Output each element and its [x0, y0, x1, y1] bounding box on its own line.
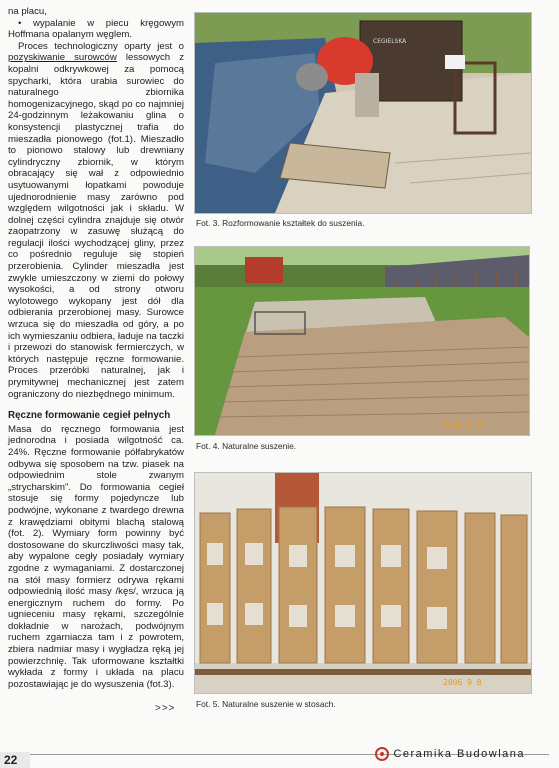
brand-name: Ceramika Budowlana — [393, 748, 525, 760]
link-raw-materials[interactable]: pozyskiwanie surowców — [8, 52, 117, 64]
paragraph-continuation: na placu, — [8, 6, 47, 17]
paragraph-process-body: lessowych z kopalni odkrywkowej za pomocą spycharki, która urabia surowiec do naturalnego zbiornika homogenizacyjnego, skąd po co najmniej 24-godzinnym leżakowaniu glina o konsystencji plastycznej trafia do mieszadła pionowego (fot.1). Mieszadło to pionowo stalowy lub drewniany cylindryczny zbiornik, w którym obracający się wał z odpowiednio usytuowanymi łopatkami powoduje ujednorodnienie masy zarówno pod względem wilgotności jak i składu. W dolnej części cylindra znajduje się otwór zaopatrzony w zasuwę służącą do regulacji ilości wychodzącej gliny, przez co pośrednio reguluje się stopień przerobienia. Cylinder mieszadła jest zwykle umieszczony w ziemi do połowy wysokości, a od strony otworu wylotowego wykopany jest dół dla odbierania przerobionej masy. Surowce wrzuca się do mieszadła od góry, a po ich wymieszaniu odbiera, ładuje na taczki i przewozi do stanowisk fermierczych, w których następuje ręczne formowanie. Proces przeróbki naturalnej, jak i prymitywnej mechanicznej jest zatem ograniczony do niezbędnego minimum. — [8, 52, 185, 400]
caption-fot3: Fot. 3. Rozformowanie kształtek do suszenia. — [196, 218, 365, 228]
photo-drying-stacks — [194, 472, 532, 694]
caption-fot5: Fot. 5. Naturalne suszenie w stosach. — [196, 699, 336, 709]
photo-forming — [194, 12, 532, 214]
brand-logo-icon — [375, 747, 389, 761]
caption-fot4: Fot. 4. Naturalne suszenie. — [196, 441, 297, 451]
section-heading: Ręczne formowanie cegieł pełnych — [8, 410, 171, 422]
page-number: 22 — [0, 752, 30, 768]
bullet-text: wypalanie w piecu kręgowym Hoffmana opalanym węglem. — [8, 17, 184, 41]
continue-marker: >>> — [155, 703, 176, 714]
paragraph-process — [8, 41, 184, 400]
date-stamp-fot4: 2006 9 8 — [443, 420, 482, 429]
article-column — [8, 6, 184, 690]
date-stamp-fot5: 2006 9 8 — [443, 678, 482, 687]
bullet-item: • wypalanie w piecu kręgowym Hoffmana opalanym węglem. — [8, 17, 184, 41]
photo-natural-drying — [194, 246, 530, 436]
board-label: CEGIELSKA — [373, 38, 407, 45]
paragraph-hand-forming: Masa do ręcznego formowania jest jednorodna i posiada wilgotność ca. 24%. Ręczne formowanie półfabrykatów odbywa się sposobem na tzw. piasek na odpowiednim stole zwanym „strycharskim". Do formowania cegieł stosuje się formy pojedyncze lub podwójne, wykonane z twardego drewna z krawędziami obitymi blachą stalową (fot. 2). Wymiary form powinny być dostosowane do skurczliwości masy tak, aby wypalone cegły posiadały wymiary zgodne z wymaganiami. Z dostarczonej na stół masy formierz odrywa rękami odpowiednią ilość masy /kęs/, wrzuca ją energicznym ruchem do formy. Po ugnieceniu masy rękami, szczególnie dokładnie w narożach, podwójnym ruchem zgarniacza tam i z powrotem, zbiera nadmiar masy i wygładza ręką jej powierzchnię. Tak uformowane kształtki wykłada z formy i układa na placu pozostawiając je do wysuszenia (fot.3). — [8, 423, 184, 690]
paragraph-process-start: Proces technologiczny oparty jest o — [18, 40, 184, 52]
magazine-brand — [375, 747, 525, 761]
